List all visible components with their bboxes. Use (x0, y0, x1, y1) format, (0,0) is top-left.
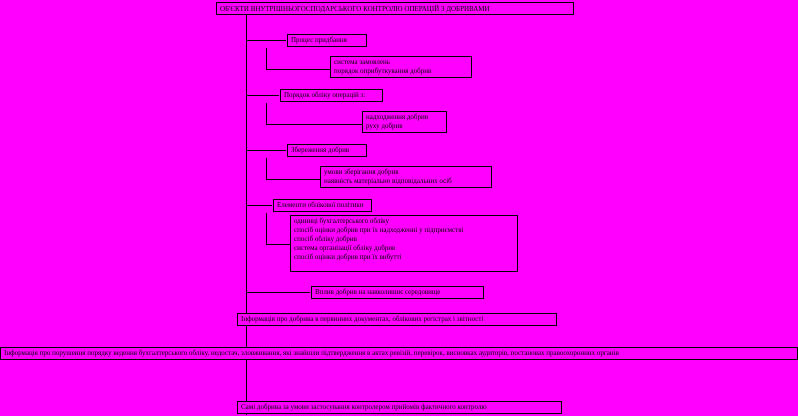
detail-line: система замовлень (334, 58, 390, 66)
detail-line: одиниці бухгалтерського обліку (294, 217, 389, 225)
branch-label-4: Елементи облікової політики (273, 199, 372, 212)
detail-line: надходження добрив (366, 113, 428, 121)
sub-connector-4 (266, 244, 290, 245)
branch-connector-4 (246, 205, 272, 206)
footer-item-3: Самі добрива за умови застосування контролером прийомів фактичного контролю (237, 401, 562, 414)
sub-trunk-1 (266, 48, 267, 70)
branch-label-1: Процес придбання (287, 34, 367, 47)
sub-trunk-3 (266, 158, 267, 180)
detail-line: умови зберігання добрив (324, 168, 399, 176)
branch-connector-5 (246, 292, 310, 293)
detail-line: спосіб оцінки добрив при їх надходженні у підприємстві (294, 226, 464, 234)
sub-trunk-2 (266, 103, 267, 125)
branch-details-3 (320, 166, 492, 188)
detail-line: наявність матеріально відповідальних осіб (324, 177, 452, 185)
footer-item-2: Інформація про порушення порядку ведення бухгалтерського обліку, недостач, зловживання, які знайшли підтвердження в актах ревізій, перевірок, висновках аудиторів, постановах правоохоронних органів (0, 347, 798, 360)
detail-line: порядок оприбуткування добрив (334, 67, 432, 75)
detail-line: система організації обліку добрив (294, 244, 396, 252)
detail-line: руху добрив (366, 122, 403, 130)
sub-connector-3 (266, 179, 320, 180)
footer-item-1: Інформація про добрива в первинних документах, облікових регістрах і звітності (237, 313, 557, 326)
sub-connector-1 (266, 69, 330, 70)
branch-connector-3 (246, 150, 286, 151)
branch-label-3: Збереження добрив (287, 144, 367, 157)
branch-details-2 (362, 111, 447, 133)
branch-connector-1 (246, 40, 286, 41)
detail-line: спосіб обліку добрив (294, 235, 357, 243)
sub-trunk-4 (266, 213, 267, 245)
diagram-title: ОБ'ЄКТИ ВНУТРІШНЬОГОСПОДАРСЬКОГО КОНТРОЛЮ ОПЕРАЦІЙ З ДОБРИВАМИ (216, 2, 574, 15)
branch-details-1 (330, 56, 472, 78)
branch-label-5: Вплив добрив на навколишнє середовище (311, 286, 484, 299)
detail-line: спосіб оцінки добрив при їх вибутті (294, 253, 402, 261)
branch-details-4 (290, 215, 518, 272)
branch-label-2: Порядок обліку операцій з: (280, 89, 383, 102)
sub-connector-2 (266, 124, 362, 125)
branch-connector-2 (246, 95, 279, 96)
